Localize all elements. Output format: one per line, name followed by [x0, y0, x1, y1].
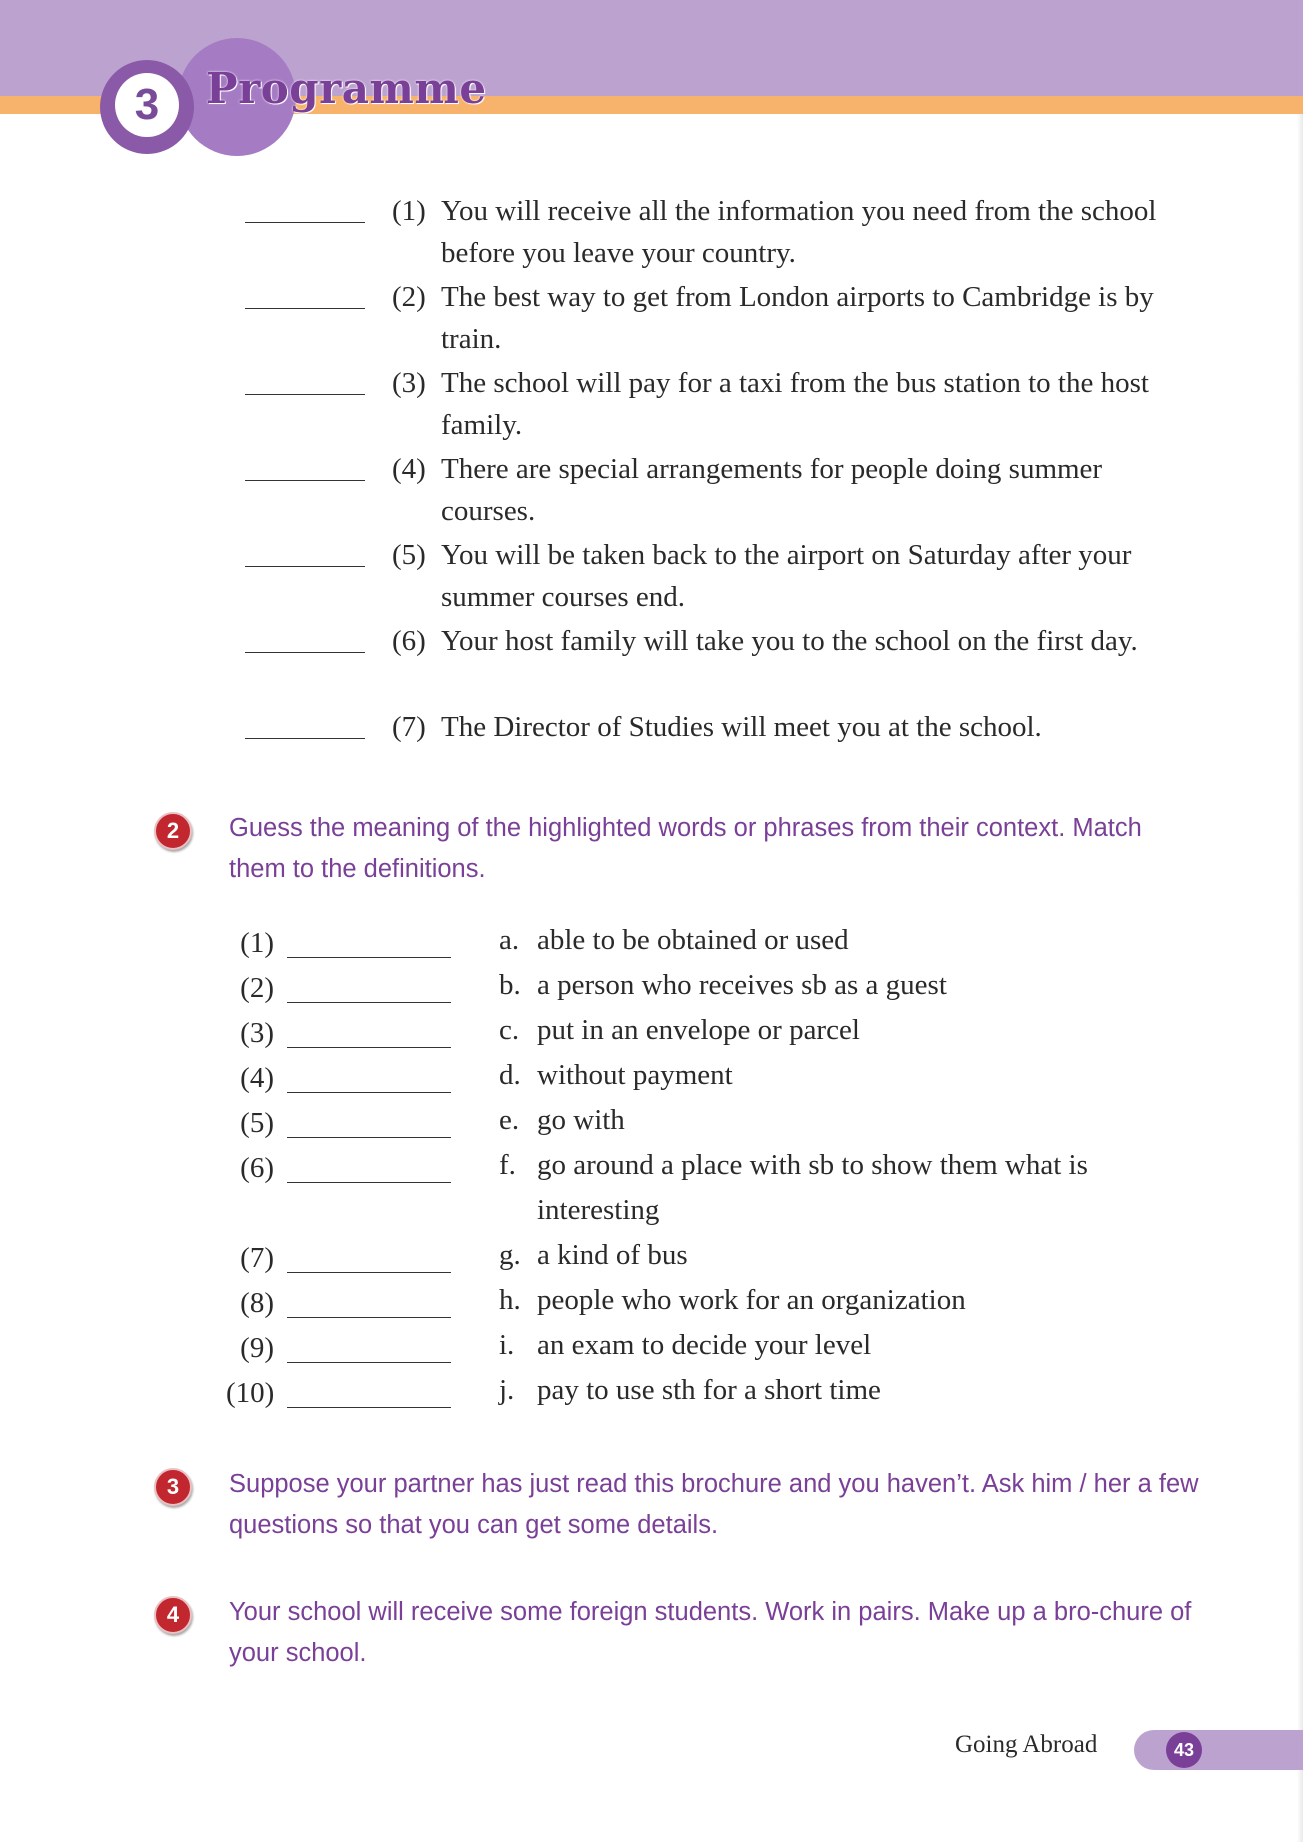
match-number: (8) — [240, 1287, 274, 1319]
answer-blank[interactable] — [245, 222, 365, 223]
match-blank[interactable] — [287, 1047, 451, 1048]
definition-letter: a. — [499, 924, 520, 956]
page-number: 43 — [1166, 1732, 1202, 1768]
unit-title: Going Abroad — [955, 1731, 1098, 1758]
tf-statement — [0, 448, 1303, 532]
match-blank[interactable] — [287, 1407, 451, 1408]
match-number: (3) — [240, 1017, 274, 1049]
task-number-badge: 3 — [154, 1468, 192, 1506]
definition-text: an exam to decide your level — [537, 1329, 872, 1361]
tf-statement — [0, 362, 1303, 446]
match-number: (7) — [240, 1242, 274, 1274]
statement-number: (4) — [392, 453, 426, 485]
statement-number: (3) — [392, 367, 426, 399]
definition-text: people who work for an organization — [537, 1284, 966, 1316]
statement-text: You will be taken back to the airport on Saturday after your summer courses end. — [441, 539, 1132, 613]
definition-letter: e. — [499, 1104, 520, 1136]
answer-blank[interactable] — [245, 652, 365, 653]
definition-text: without payment — [537, 1059, 733, 1091]
answer-blank[interactable] — [245, 394, 365, 395]
task-instruction: Suppose your partner has just read this brochure and you haven’t. Ask him / her a few questions so that you can get some details. — [229, 1470, 1199, 1539]
definition-letter: d. — [499, 1059, 521, 1091]
tf-statement — [0, 276, 1303, 360]
match-blank[interactable] — [287, 1362, 451, 1363]
definition-letter: f. — [499, 1149, 516, 1181]
statement-text: There are special arrangements for people doing summer courses. — [441, 453, 1103, 527]
definition-letter: i. — [499, 1329, 515, 1361]
match-number: (10) — [226, 1377, 275, 1409]
definition-text: go around a place with sb to show them what is interesting — [537, 1149, 1088, 1226]
match-number: (4) — [240, 1062, 274, 1094]
definition-text: a person who receives sb as a guest — [537, 969, 947, 1001]
task-number-badge: 4 — [154, 1596, 192, 1634]
definition-text: able to be obtained or used — [537, 924, 849, 956]
match-number: (9) — [240, 1332, 274, 1364]
statement-number: (5) — [392, 539, 426, 571]
definition-letter: j. — [499, 1374, 515, 1406]
task-instruction: Your school will receive some foreign students. Work in pairs. Make up a bro-chure of your school. — [229, 1598, 1192, 1667]
tf-statement — [0, 190, 1303, 274]
match-blank[interactable] — [287, 1092, 451, 1093]
definition-letter: c. — [499, 1014, 520, 1046]
statement-text: The school will pay for a taxi from the bus station to the host family. — [441, 367, 1149, 441]
definition-letter: h. — [499, 1284, 521, 1316]
definition-text: go with — [537, 1104, 625, 1136]
match-blank[interactable] — [287, 1272, 451, 1273]
tf-statement — [0, 620, 1303, 704]
match-blank[interactable] — [287, 1182, 451, 1183]
match-number: (2) — [240, 972, 274, 1004]
match-blank[interactable] — [287, 957, 451, 958]
statement-text: Your host family will take you to the school on the first day. — [441, 625, 1138, 657]
task-instruction: Guess the meaning of the highlighted words or phrases from their context. Match them to the definitions. — [229, 814, 1142, 883]
statement-number: (6) — [392, 625, 426, 657]
section-title: Programme — [206, 64, 487, 113]
definition-letter: g. — [499, 1239, 521, 1271]
tf-statement — [0, 534, 1303, 618]
page-number-tab — [1134, 1730, 1303, 1770]
answer-blank[interactable] — [245, 566, 365, 567]
statement-number: (7) — [392, 711, 426, 743]
answer-blank[interactable] — [245, 738, 365, 739]
answer-blank[interactable] — [245, 480, 365, 481]
definition-text: a kind of bus — [537, 1239, 688, 1271]
answer-blank[interactable] — [245, 308, 365, 309]
tf-statement — [0, 706, 1303, 790]
match-number: (1) — [240, 927, 274, 959]
definition-letter: b. — [499, 969, 521, 1001]
match-number: (6) — [240, 1152, 274, 1184]
statement-number: (2) — [392, 281, 426, 313]
match-blank[interactable] — [287, 1317, 451, 1318]
statement-number: (1) — [392, 195, 426, 227]
unit-number: 3 — [115, 73, 179, 137]
statement-text: The best way to get from London airports to Cambridge is by train. — [441, 281, 1154, 355]
task-number-badge: 2 — [154, 812, 192, 850]
definition-text: put in an envelope or parcel — [537, 1014, 860, 1046]
statement-text: The Director of Studies will meet you at the school. — [441, 711, 1042, 743]
match-blank[interactable] — [287, 1137, 451, 1138]
match-blank[interactable] — [287, 1002, 451, 1003]
statement-text: You will receive all the information you need from the school before you leave your country. — [441, 195, 1157, 269]
definition-text: pay to use sth for a short time — [537, 1374, 881, 1406]
match-number: (5) — [240, 1107, 274, 1139]
